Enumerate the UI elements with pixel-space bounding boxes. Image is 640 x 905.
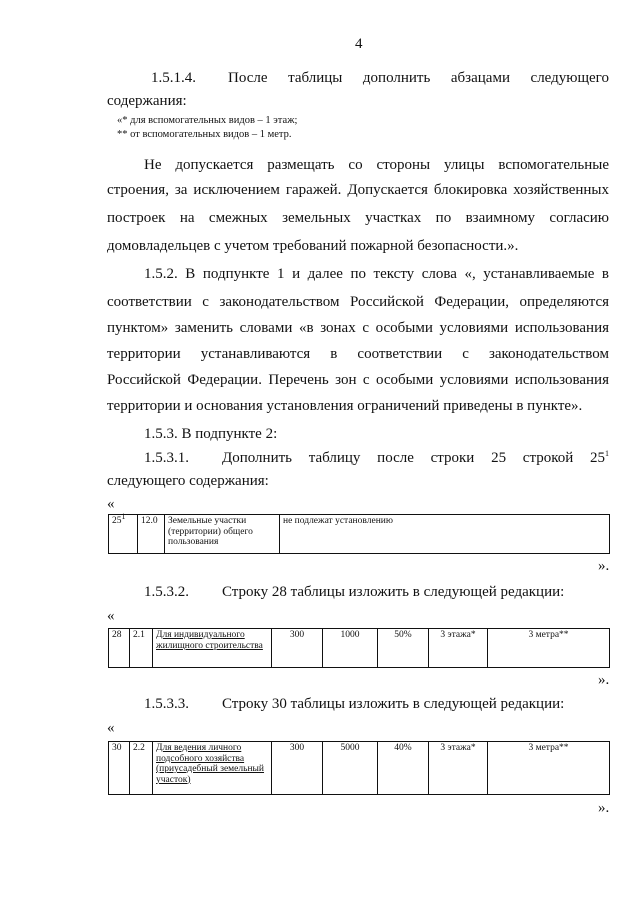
table-cell-min-area: 300 [272,629,323,668]
open-quote: « [107,608,115,624]
word: 25 [491,450,507,466]
clause-text: Строку 28 таблицы изложить в следующей редакции: [222,584,565,600]
word: после [377,450,414,466]
rule-table [108,628,610,668]
table-row [109,629,610,668]
paragraph-line: 1.5.2. В подпункте 1 и далее по тексту слова «, устанавливаемые в [144,266,609,282]
table-cell-setback: 3 метра** [488,629,610,668]
table-row [109,742,610,795]
table-cell-row-number: $25^1$ [109,515,138,554]
table-cell-code: 2.2 [130,742,153,795]
table-cell-code: 2.1 [130,629,153,668]
paragraph-line: соответствии с законодательством Российской Федерации, определяются [107,294,609,310]
table-cell-setback: 3 метра** [488,742,610,795]
table-cell-min-area: 300 [272,742,323,795]
clause-text-line [228,70,609,86]
clause-text-tail: следующего содержания: [107,473,269,489]
word: таблицы [288,70,343,86]
clause-text-line [222,450,609,466]
paragraph-line: территории и основания установления ограничений приведены в пункте». [107,398,583,414]
superscript: 1 [604,449,609,458]
clause-number: 1.5.3.3. [144,696,189,712]
open-quote: « [107,496,115,512]
word: дополнить [362,70,431,86]
page-number: 4 [355,36,363,52]
table-row [109,515,610,554]
table-cell-row-number: 28 [109,629,130,668]
table-cell-value: не подлежат установлению [280,515,610,554]
word: строкой [522,450,574,466]
clause-number: 1.5.3.1. [144,450,189,466]
paragraph-line: домовладельцев с учетом требований пожарной безопасности.». [107,238,519,254]
table-cell-code: 12.0 [138,515,165,554]
table-cell-floors: 3 этажа* [429,629,488,668]
word: 25 [589,450,605,466]
word: таблицу [308,450,361,466]
open-quote: « [107,720,115,736]
table-cell-name: Для ведения личного подсобного хозяйства (приусадебный земельный участок) [153,742,272,795]
table-cell-percent: 50% [378,629,429,668]
clause-text-tail: содержания: [107,93,187,109]
paragraph-line: Не допускается размещать со стороны улицы вспомогательные [144,157,609,173]
word: следующего [530,70,609,86]
table-cell-max-area: 1000 [323,629,378,668]
table-cell-floors: 3 этажа* [429,742,488,795]
clause-heading: 1.5.3. В подпункте 2: [144,426,278,442]
clause-number: 1.5.3.2. [144,584,189,600]
rule-table [108,741,610,795]
footnote-line: ** от вспомогательных видов – 1 метр. [117,129,292,140]
clause-number: 1.5.1.4. [151,70,196,86]
word: После [228,70,268,86]
paragraph-line: территории устанавливаются в соответствии с законодательством [107,346,609,362]
table-cell-row-number: 30 [109,742,130,795]
close-quote: ». [598,672,610,688]
clause-text: Строку 30 таблицы изложить в следующей редакции: [222,696,565,712]
table-cell-name: Земельные участки (территории) общего пользования [165,515,280,554]
word: строки [430,450,475,466]
rule-table [108,511,610,554]
close-quote: ». [598,558,610,574]
word-with-superscript [590,450,609,466]
word: абзацами [450,70,510,86]
paragraph-line: строения, за исключением гаражей. Допускается блокировка хозяйственных [107,182,609,198]
table-cell-max-area: 5000 [323,742,378,795]
paragraph-line: построек на смежных земельных участках по взаимному согласию [107,210,609,226]
paragraph-line: пунктом» заменить словами «в зонах с особыми условиями использования [107,320,609,336]
word: Дополнить [222,450,292,466]
close-quote: ». [598,800,610,816]
table-cell-name: Для индивидуального жилищного строительства [153,629,272,668]
table-cell-percent: 40% [378,742,429,795]
paragraph-line: Российской Федерации. Перечень зон с особыми условиями использования [107,372,609,388]
footnote-line: «* для вспомогательных видов – 1 этаж; [117,115,298,126]
